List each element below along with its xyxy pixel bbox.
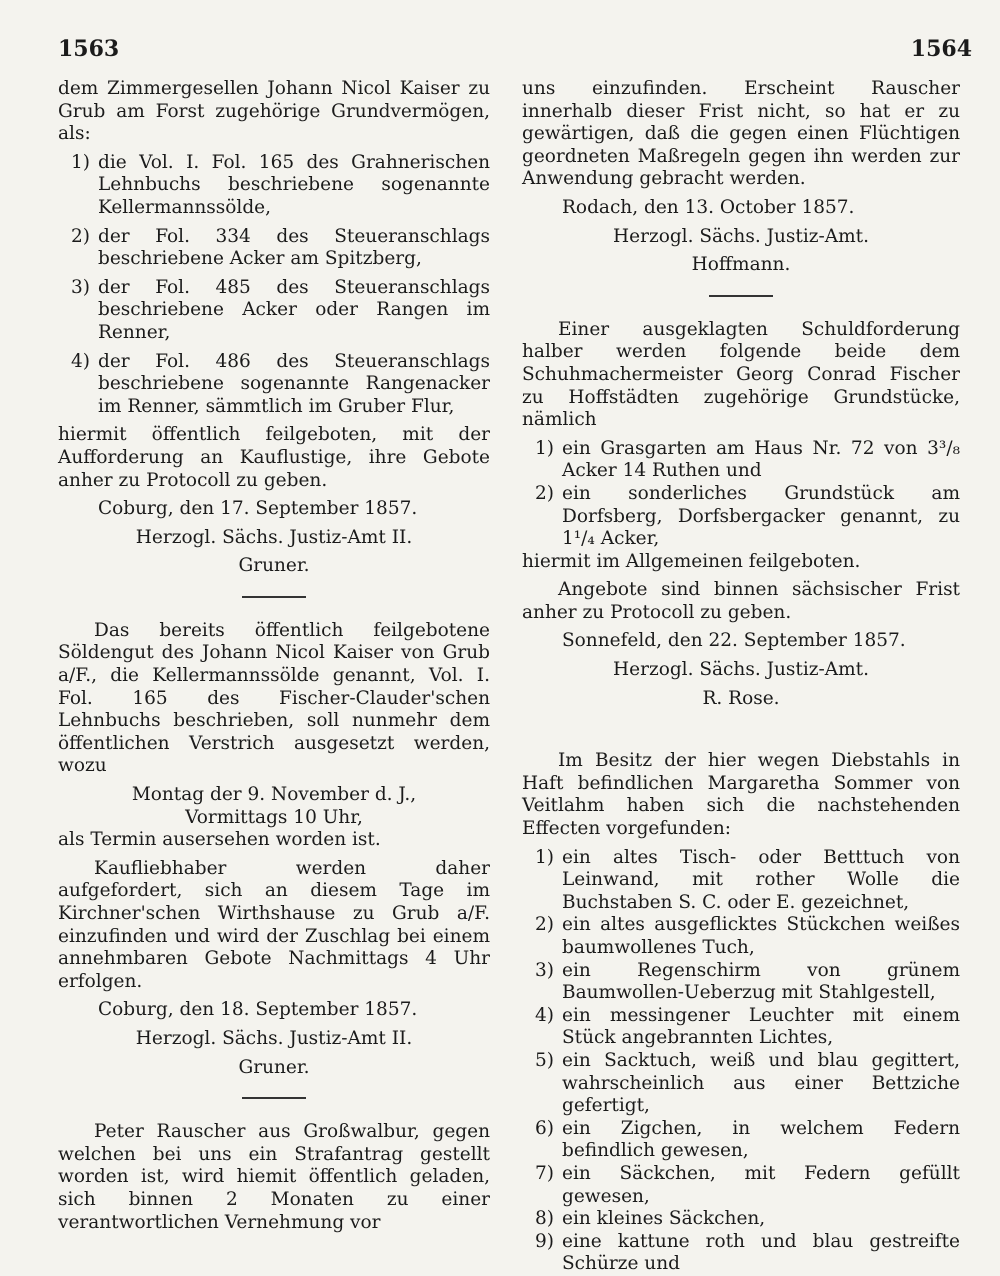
list-item: [58, 152, 490, 220]
auction-term-after: als Termin ausersehen worden ist.: [58, 829, 381, 851]
list-item-text: ein Zigchen, in welchem Federn befindlich gewesen,: [562, 1117, 960, 1162]
list-item-text: die Vol. I. Fol. 165 des Grahnerischen Lehnbuchs beschriebene sogenannte Kellermannssölde,: [98, 151, 490, 218]
list-item-number: 4): [535, 1004, 554, 1026]
notice-rauscher-summons-continued: [522, 78, 960, 277]
notice-date: Coburg, den 17. September 1857.: [98, 498, 418, 520]
list-item-number: 9): [535, 1230, 554, 1252]
notice-intro: dem Zimmergesellen Johann Nicol Kaiser zu Grub am Forst zugehörige Grundvermögen, als:: [58, 78, 490, 145]
list-item: [522, 914, 960, 959]
notice-date: Rodach, den 13. October 1857.: [562, 196, 855, 218]
notice-kaiser-property: [58, 78, 490, 578]
list-item-text: ein Sacktuch, weiß und blau gegittert, wahrscheinlich aus einer Bettziche gefertigt,: [562, 1049, 960, 1117]
list-item-text: ein altes Tisch- oder Betttuch von Leinwand, mit rother Wolle die Buchstaben S. C. oder E. gezeichnet,: [562, 846, 960, 913]
notice-closing: hiermit öffentlich feilgeboten, mit der Aufforderung an Kauflustige, ihre Gebote anher zu Protocoll zu geben.: [58, 424, 490, 491]
auction-term-time: Vormittags 10 Uhr,: [185, 806, 363, 828]
list-item: [522, 1231, 960, 1276]
list-item: [58, 277, 490, 345]
page-number-left: 1563: [58, 36, 120, 62]
notice-signature: Gruner.: [238, 1056, 310, 1078]
notice-rauscher-summons: [58, 1121, 490, 1234]
list-item-number: 5): [535, 1049, 554, 1071]
list-item: [522, 1005, 960, 1050]
notice-fischer-property: [522, 319, 960, 711]
notice-signature: Hoffmann.: [691, 254, 791, 276]
list-item-text: ein altes ausgeflicktes Stückchen weißes baumwollenes Tuch,: [562, 914, 960, 958]
list-item-text: der Fol. 485 des Steueranschlags beschriebene Acker oder Rangen im Renner,: [98, 276, 490, 343]
notice-office: Herzogl. Sächs. Justiz-Amt.: [613, 225, 869, 247]
section-divider: [242, 1097, 306, 1099]
notice-intro: Im Besitz der hier wegen Diebstahls in Haft befindlichen Margaretha Sommer von Veitlahm haben sich die nachstehenden Effecten vorgefunden:: [522, 750, 960, 840]
list-item: [522, 960, 960, 1005]
auction-term-date: Montag der 9. November d. J.,: [131, 784, 417, 806]
right-column: [522, 78, 960, 1276]
list-item-text: ein kleines Säckchen,: [562, 1208, 766, 1230]
list-item-text: ein Säckchen, mit Federn gefüllt gewesen,: [562, 1162, 960, 1207]
notice-intro: Einer ausgeklagten Schuldforderung halber werden folgende beide dem Schuhmachermeister Georg Conrad Fischer zu Hoffstädten zugehörige Grundstücke, nämlich: [522, 318, 960, 431]
list-item: [522, 1050, 960, 1118]
notice-text: Peter Rauscher aus Großwalbur, gegen welchen bei uns ein Strafantrag gestellt worden ist, wird hiemit öffentlich geladen, sich binnen 2 Monaten zu einer verantwortlichen Vernehmung vor: [58, 1121, 490, 1233]
list-item: [522, 438, 960, 483]
list-item-number: 7): [535, 1162, 554, 1184]
list-item: [522, 847, 960, 915]
notice-closing: hiermit im Allgemeinen feilgeboten.: [522, 550, 861, 572]
left-column: [58, 78, 490, 1234]
notice-date: Coburg, den 18. September 1857.: [98, 999, 418, 1021]
list-item: [522, 1118, 960, 1163]
list-item-text: eine kattune roth und blau gestreifte Schürze und: [562, 1230, 960, 1275]
notice-signature: Gruner.: [238, 555, 310, 577]
list-item: [58, 226, 490, 271]
list-item: [522, 1208, 960, 1231]
page-number-right: 1564: [910, 36, 972, 62]
notice-soeldengut-auction: [58, 620, 490, 1079]
list-item-number: 2): [71, 225, 90, 247]
notice-text-2: Kaufliebhaber werden daher aufgefordert, sich an diesem Tage im Kirchner'schen Wirthshause zu Grub a/F. einzufinden und wird der Zuschlag bei einem annehmbaren Gebote Nachmittags 4 Uhr erfolgen.: [58, 857, 490, 992]
list-item: [522, 1163, 960, 1208]
notice-office: Herzogl. Sächs. Justiz-Amt II.: [135, 526, 413, 548]
list-item-number: 6): [535, 1117, 554, 1139]
list-item-text: ein messingener Leuchter mit einem Stück angebrannten Lichtes,: [562, 1004, 960, 1049]
section-divider: [242, 596, 306, 598]
list-item-number: 3): [535, 959, 554, 981]
list-item-number: 2): [535, 482, 554, 504]
list-item-text: ein Regenschirm von grünem Baumwollen-Ueberzug mit Stahlgestell,: [562, 959, 960, 1004]
notice-closing-2: Angebote sind binnen sächsischer Frist anher zu Protocoll zu geben.: [522, 579, 960, 623]
list-item-number: 2): [535, 914, 554, 936]
list-item-number: 4): [71, 350, 90, 372]
list-item: [58, 351, 490, 419]
section-divider: [709, 295, 773, 297]
notice-sommer-effects: [522, 750, 960, 1276]
notice-office: Herzogl. Sächs. Justiz-Amt.: [613, 659, 869, 681]
notice-signature: R. Rose.: [702, 687, 780, 709]
notice-text: uns einzufinden. Erscheint Rauscher innerhalb dieser Frist nicht, so hat er zu gewärtigen, daß die gegen einen Flüchtigen geordneten Maßregeln gegen ihn werden zur Anwendung gebracht werden.: [522, 78, 960, 190]
list-item-text: der Fol. 334 des Steueranschlags beschriebene Acker am Spitzberg,: [98, 225, 490, 270]
notice-office: Herzogl. Sächs. Justiz-Amt II.: [135, 1027, 413, 1049]
list-item-number: 1): [71, 151, 90, 173]
list-item-number: 3): [71, 276, 90, 298]
list-item-text: ein Grasgarten am Haus Nr. 72 von 3³/₈ Acker 14 Ruthen und: [562, 437, 960, 482]
list-item-number: 1): [535, 846, 554, 868]
notice-text: Das bereits öffentlich feilgebotene Söldengut des Johann Nicol Kaiser von Grub a/F., die Kellermannssölde genannt, Vol. I. Fol. 165 des Fischer-Clauder'schen Lehnbuchs beschrieben, soll nunmehr dem öffentlichen Verstrich ausgesetzt werden, wozu: [58, 619, 490, 777]
notice-date: Sonnefeld, den 22. September 1857.: [562, 630, 906, 652]
list-item-number: 8): [535, 1208, 554, 1230]
list-item-text: ein sonderliches Grundstück am Dorfsberg, Dorfsbergacker genannt, zu 1¹/₄ Acker,: [562, 482, 960, 550]
list-item-number: 1): [535, 437, 554, 459]
list-item: [522, 483, 960, 551]
list-item-text: der Fol. 486 des Steueranschlags beschriebene sogenannte Rangenacker im Renner, sämmtlich im Gruber Flur,: [98, 350, 490, 417]
